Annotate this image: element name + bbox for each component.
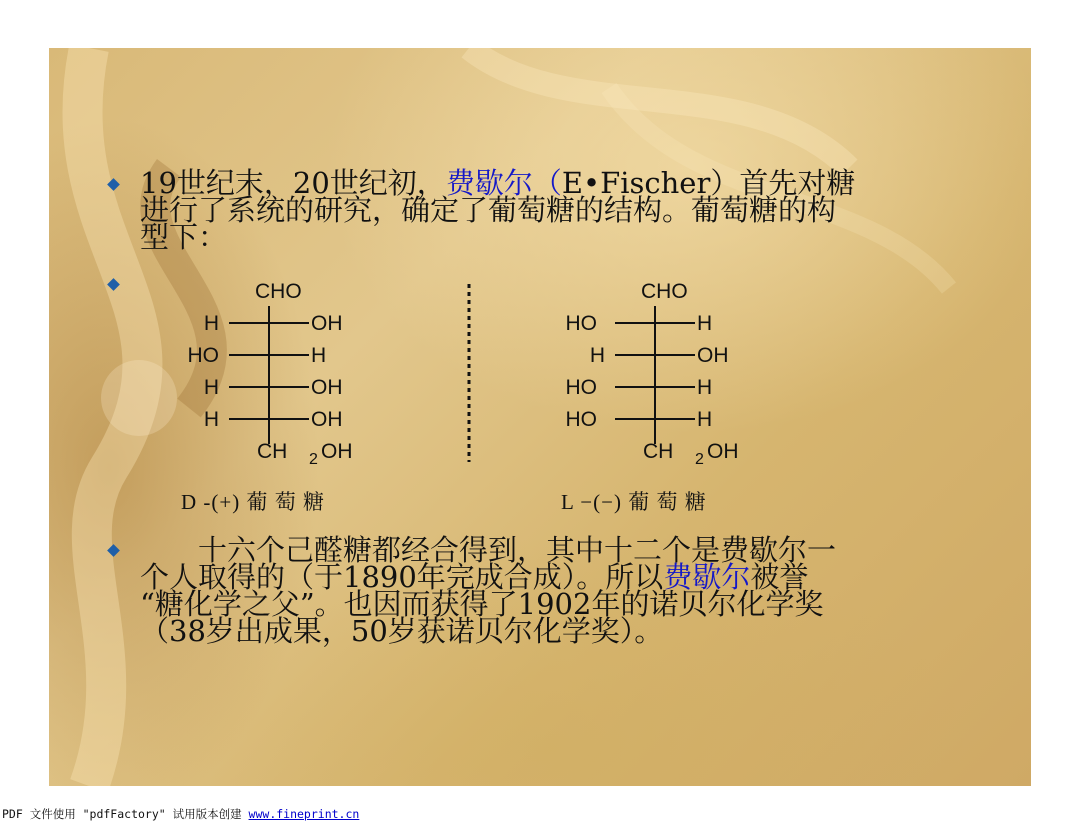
l-glucose-caption: L −(−) 葡 萄 糖 bbox=[561, 490, 707, 514]
fischer-name-highlight: 费歇尔（ bbox=[445, 166, 562, 200]
l-row2-right: OH bbox=[697, 344, 729, 367]
paragraph1-pre: 19世纪末，20世纪初， bbox=[140, 166, 446, 200]
l-glucose-fischer-projection bbox=[545, 276, 775, 476]
d-row4-left: H bbox=[203, 408, 219, 431]
l-row3-right: H bbox=[697, 376, 713, 399]
l-row2-left: H bbox=[589, 344, 605, 367]
footer-link[interactable]: www.fineprint.cn bbox=[248, 807, 360, 821]
slide bbox=[49, 48, 1031, 786]
d-row3-left: H bbox=[203, 376, 219, 399]
d-row2-right: H bbox=[311, 344, 327, 367]
d-row4-right: OH bbox=[311, 408, 343, 431]
d-bottom-subscript: 2 bbox=[309, 451, 318, 468]
d-row1-left: H bbox=[203, 312, 219, 335]
paragraph1-post: E•Fischer）首先对糖 bbox=[561, 166, 856, 200]
footer-text: PDF 文件使用 "pdfFactory" 试用版本创建 bbox=[2, 807, 249, 821]
l-bottom-ch: CH bbox=[643, 440, 674, 463]
paragraph3-line2-post: 被誉 bbox=[750, 560, 809, 594]
paragraph3-line2-pre: 个人取得的（于1890年完成合成）。所以 bbox=[140, 560, 664, 594]
structure-divider-dotted-line bbox=[466, 284, 472, 464]
paragraph1-line2: 进行了系统的研究，确定了葡萄糖的结构。葡萄糖的构 bbox=[140, 193, 837, 227]
paragraph3-line4: （38岁出成果，50岁获诺贝尔化学奖）。 bbox=[140, 614, 664, 648]
l-row1-left: HO bbox=[565, 312, 597, 335]
paragraph-fischer-intro bbox=[140, 166, 856, 254]
d-top-cho: CHO bbox=[255, 280, 302, 303]
d-glucose-caption: D -(+) 葡 萄 糖 bbox=[181, 490, 325, 514]
paragraph-father-of-sugar-chemistry bbox=[140, 533, 837, 648]
d-bottom-oh: OH bbox=[321, 440, 353, 463]
paragraph1-line3: 型下： bbox=[140, 220, 228, 254]
l-top-cho: CHO bbox=[641, 280, 688, 303]
l-row4-right: H bbox=[697, 408, 713, 431]
d-row2-left: HO bbox=[187, 344, 219, 367]
l-row4-left: HO bbox=[565, 408, 597, 431]
l-row1-right: H bbox=[697, 312, 713, 335]
d-glucose-fischer-projection bbox=[159, 276, 389, 476]
paragraph3-line1: 十六个己醛糖都经合得到，其中十二个是费歇尔一 bbox=[140, 533, 837, 567]
l-bottom-oh: OH bbox=[707, 440, 739, 463]
d-bottom-ch: CH bbox=[257, 440, 288, 463]
pdf-footer bbox=[2, 806, 359, 822]
l-row3-left: HO bbox=[565, 376, 597, 399]
l-bottom-subscript: 2 bbox=[695, 451, 704, 468]
d-row3-right: OH bbox=[311, 376, 343, 399]
fischer-name-highlight: 费歇尔 bbox=[663, 560, 751, 594]
d-row1-right: OH bbox=[311, 312, 343, 335]
paragraph3-line3: “糖化学之父”。也因而获得了1902年的诺贝尔化学奖 bbox=[140, 587, 824, 621]
